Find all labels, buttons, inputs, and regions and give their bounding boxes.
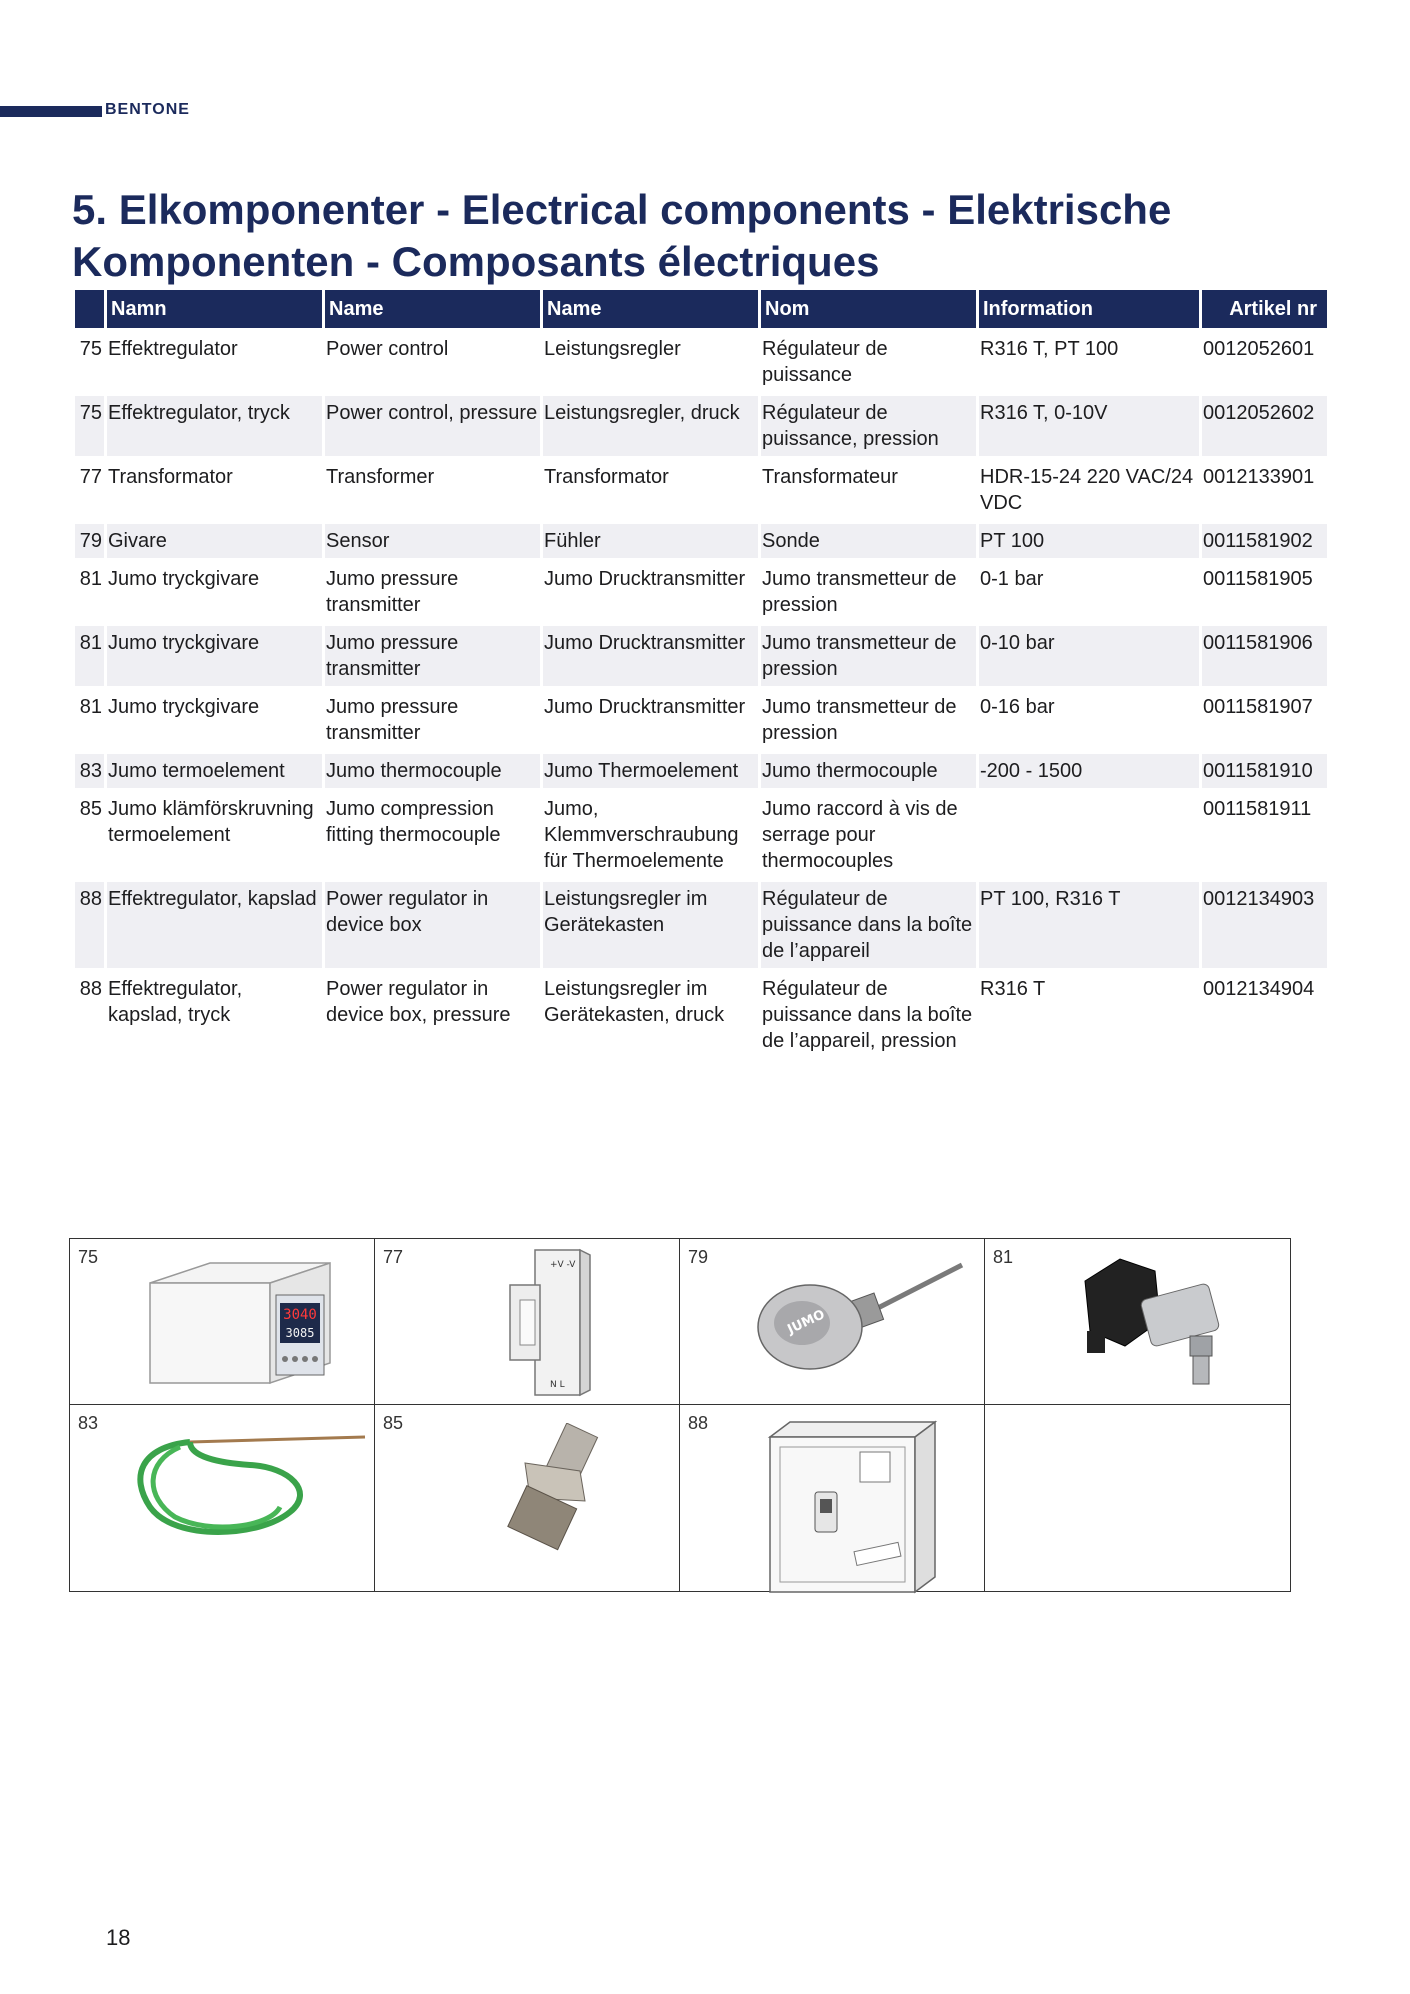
table-cell: Jumo tryckgivare <box>107 626 322 686</box>
table-cell: Leistungsregler <box>544 338 681 360</box>
article-number: 0011581905 <box>1203 568 1313 590</box>
table-row <box>75 972 1327 1058</box>
table-cell: -200 - 1500 <box>979 754 1199 788</box>
table-cell: PT 100 <box>979 524 1199 558</box>
table-cell: Jumo thermocouple <box>325 754 540 788</box>
table-row <box>75 792 1327 878</box>
table-cell: R316 T, 0-10V <box>979 396 1199 456</box>
temperature-sensor-icon <box>740 1257 970 1387</box>
article-number: 0012134903 <box>1202 882 1327 968</box>
table-cell: HDR-15-24 220 VAC/24 VDC <box>980 466 1194 514</box>
svg-text:+V -V: +V -V <box>550 1260 576 1270</box>
position-number: 77 <box>79 466 102 488</box>
device-box-icon <box>760 1417 940 1597</box>
din-rail-transformer-icon <box>495 1245 605 1400</box>
position-number: 79 <box>75 524 104 558</box>
table-cell: Power control, pressure <box>325 396 540 456</box>
image-cell <box>985 1239 1290 1405</box>
table-cell: Jumo Drucktransmitter <box>543 626 758 686</box>
table-cell: Transformateur <box>762 466 898 488</box>
table-row <box>75 690 1327 750</box>
table-cell <box>979 792 1199 878</box>
table-cell: Transformator <box>108 466 233 488</box>
table-cell: Jumo transmetteur de pression <box>762 696 957 744</box>
table-row <box>75 524 1327 558</box>
image-label: 81 <box>993 1247 1014 1267</box>
article-number: 0011581907 <box>1203 696 1313 718</box>
compression-fitting-icon <box>485 1423 625 1563</box>
table-cell: Jumo Drucktransmitter <box>544 568 746 590</box>
image-cell <box>375 1239 680 1405</box>
image-label: 77 <box>383 1247 404 1267</box>
table-cell: Jumo Drucktransmitter <box>544 696 746 718</box>
position-number: 81 <box>75 626 104 686</box>
table-cell: 0-10 bar <box>979 626 1199 686</box>
table-cell: Effektregulator, kapslad, tryck <box>108 978 243 1026</box>
image-cell <box>375 1405 680 1591</box>
position-number: 75 <box>75 396 104 456</box>
table-cell: Effektregulator, tryck <box>107 396 322 456</box>
position-number: 88 <box>75 882 104 968</box>
table-cell: Leistungsregler, druck <box>543 396 758 456</box>
image-cell <box>70 1405 375 1591</box>
table-cell: Givare <box>107 524 322 558</box>
article-number: 0011581902 <box>1202 524 1327 558</box>
parts-table <box>72 286 1330 1062</box>
image-grid <box>69 1238 1291 1592</box>
table-cell: Jumo raccord à vis de serrage pour thermocouples <box>762 798 958 872</box>
table-cell: Régulateur de puissance <box>762 338 888 386</box>
article-number: 0012133901 <box>1203 466 1315 488</box>
image-label: 88 <box>688 1413 709 1433</box>
table-cell: Jumo Thermoelement <box>543 754 758 788</box>
page-title: 5. Elkomponenter - Electrical components - Elektrische Komponenten - Composants électriques <box>72 186 1172 285</box>
table-cell: Fühler <box>543 524 758 558</box>
table-cell: Jumo compression fitting thermocouple <box>326 798 501 846</box>
table-cell: Régulateur de puissance dans la boîte de l’appareil <box>761 882 976 968</box>
article-number: 0012134904 <box>1203 978 1315 1000</box>
table-cell: Jumo thermocouple <box>761 754 976 788</box>
display-value: 3085 <box>285 1326 315 1340</box>
table-cell: Effektregulator, kapslad <box>107 882 322 968</box>
page-number: 18 <box>106 1925 131 1950</box>
table-row <box>75 754 1327 788</box>
image-cell <box>680 1239 985 1405</box>
table-row <box>75 460 1327 520</box>
table-row <box>75 626 1327 686</box>
table-cell: PT 100, R316 T <box>979 882 1199 968</box>
table-row <box>75 332 1327 392</box>
table-cell: Power control <box>326 338 449 360</box>
article-number: 0011581911 <box>1203 798 1312 820</box>
table-cell: Jumo termoelement <box>107 754 322 788</box>
position-number: 81 <box>79 568 102 590</box>
table-cell: Régulateur de puissance, pression <box>761 396 976 456</box>
brand-name: BENTONE <box>105 101 190 118</box>
table-cell: Jumo pressure transmitter <box>326 696 459 744</box>
article-number: 0012052601 <box>1203 338 1315 360</box>
table-body <box>75 332 1327 1058</box>
image-label: 83 <box>78 1413 99 1433</box>
image-label: 79 <box>688 1247 709 1267</box>
table-cell: Power regulator in device box, pressure <box>326 978 511 1026</box>
image-cell <box>70 1239 375 1405</box>
table-row <box>75 396 1327 456</box>
table-cell: Jumo pressure transmitter <box>326 568 459 616</box>
column-header: Name <box>543 290 758 328</box>
table-cell: Leistungsregler im Gerätekasten, druck <box>544 978 725 1026</box>
table-cell: Jumo, Klemmverschraubung für Thermoelemente <box>544 798 739 872</box>
position-number: 81 <box>79 696 102 718</box>
image-cell-empty <box>985 1405 1290 1591</box>
table-cell: Jumo transmetteur de pression <box>762 568 957 616</box>
table-cell: Transformer <box>326 466 435 488</box>
table-cell: Effektregulator <box>108 338 238 360</box>
display-value: 3040 <box>283 1307 317 1323</box>
brand-bar <box>0 106 102 117</box>
table-cell: Sonde <box>761 524 976 558</box>
column-header: Artikel nr <box>1202 290 1327 328</box>
column-header: Information <box>979 290 1199 328</box>
image-cell <box>680 1405 985 1591</box>
column-header <box>75 290 104 328</box>
thermocouple-icon <box>120 1417 370 1557</box>
table-cell: 0-16 bar <box>980 696 1055 718</box>
table-cell: Jumo transmetteur de pression <box>761 626 976 686</box>
svg-text:JUMO: JUMO <box>785 1307 828 1338</box>
position-number: 88 <box>79 978 102 1000</box>
table-cell: Power regulator in device box <box>325 882 540 968</box>
image-label: 85 <box>383 1413 404 1433</box>
table-cell: Jumo tryckgivare <box>108 568 260 590</box>
pressure-transmitter-icon <box>1065 1251 1255 1391</box>
article-number: 0012052602 <box>1202 396 1327 456</box>
table-cell: 0-1 bar <box>980 568 1044 590</box>
position-number: 75 <box>79 338 102 360</box>
column-header: Name <box>325 290 540 328</box>
article-number: 0011581906 <box>1202 626 1327 686</box>
table-cell: Jumo pressure transmitter <box>325 626 540 686</box>
image-label: 75 <box>78 1247 99 1267</box>
table-cell: Jumo tryckgivare <box>108 696 260 718</box>
column-header: Nom <box>761 290 976 328</box>
table-cell: Leistungsregler im Gerätekasten <box>543 882 758 968</box>
table-row <box>75 882 1327 968</box>
table-cell: R316 T <box>980 978 1046 1000</box>
table-cell: R316 T, PT 100 <box>980 338 1119 360</box>
table-cell: Sensor <box>325 524 540 558</box>
svg-text:N L: N L <box>550 1380 565 1390</box>
table-row <box>75 562 1327 622</box>
table-cell: Jumo klämförskruvning termoelement <box>108 798 314 846</box>
table-cell: Transformator <box>544 466 669 488</box>
table-cell: Régulateur de puissance dans la boîte de l’appareil, pression <box>762 978 973 1052</box>
position-number: 83 <box>75 754 104 788</box>
power-controller-icon <box>130 1253 350 1393</box>
column-header: Namn <box>107 290 322 328</box>
table-header-row <box>75 290 1327 328</box>
article-number: 0011581910 <box>1202 754 1327 788</box>
position-number: 85 <box>79 798 102 820</box>
